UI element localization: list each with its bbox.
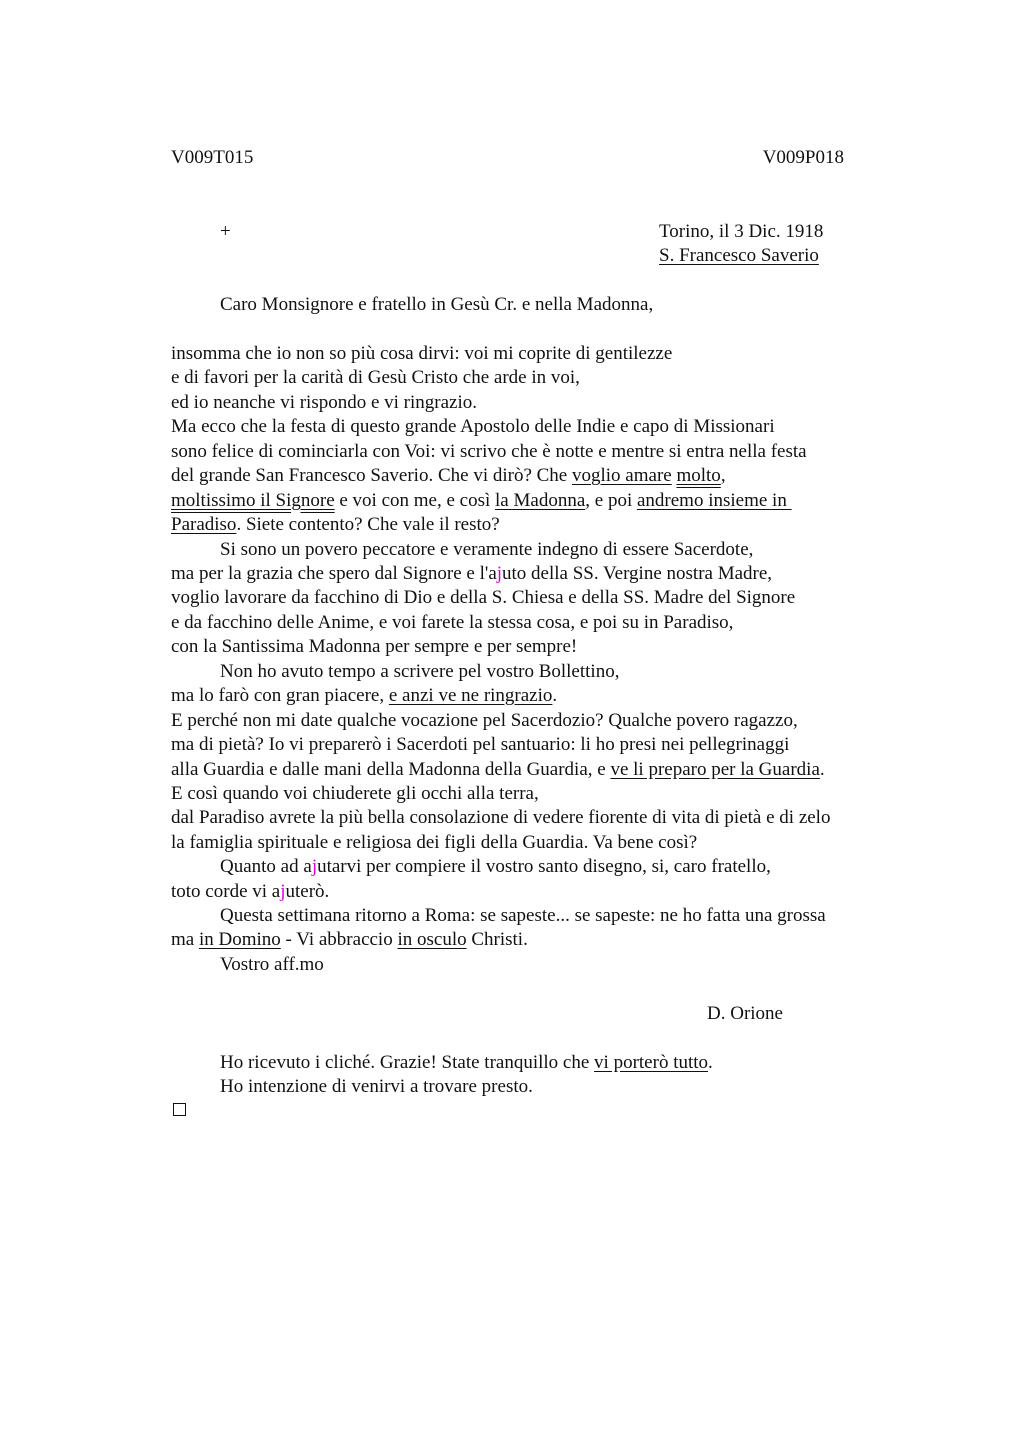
feast-day-text: S. Francesco Saverio — [659, 245, 819, 266]
double-underlined-text: moltissimo il Signore — [171, 490, 335, 511]
signature: D. Orione — [707, 1003, 783, 1024]
body-line-1: insomma che io non so più cosa dirvi: voi mi coprite di gentilezze — [171, 343, 673, 364]
body-line-3: ed io neanche vi rispondo e vi ringrazio. — [171, 392, 478, 413]
body-line-13: con la Santissima Madonna per sempre e per sempre! — [171, 636, 578, 657]
underlined-text: Paradiso — [171, 514, 237, 535]
body-line-15 — [171, 684, 557, 708]
body-line-23 — [171, 880, 329, 904]
underlined-text: e anzi ve ne ringrazio — [388, 685, 553, 706]
highlighted-letter: j — [311, 856, 318, 877]
text-run: Christi. — [466, 929, 528, 950]
text-run: alla Guardia e dalle mani della Madonna della Guardia, e — [171, 759, 611, 780]
text-run: ma lo farò con gran piacere, — [171, 685, 389, 706]
text-run: . — [819, 759, 825, 780]
text-run: , — [720, 465, 726, 486]
body-line-19: E così quando voi chiuderete gli occhi alla terra, — [171, 783, 539, 804]
body-line-21: la famiglia spirituale e religiosa dei figli della Guardia. Va bene così? — [171, 832, 698, 853]
text-run: e voi con me, e così — [334, 490, 496, 511]
body-line-16: E perché non mi date qualche vocazione pel Sacerdozio? Qualche povero ragazzo, — [171, 710, 798, 731]
cross-symbol: + — [220, 221, 231, 242]
place-date: Torino, il 3 Dic. 1918 — [659, 221, 824, 242]
code-left: V009T015 — [171, 147, 254, 168]
postscript-line-1 — [220, 1051, 713, 1075]
end-box-icon — [173, 1103, 186, 1116]
body-line-25 — [171, 928, 528, 952]
code-right: V009P018 — [762, 147, 844, 168]
closing: Vostro aff.mo — [220, 954, 324, 975]
text-run: - Vi abbraccio — [280, 929, 398, 950]
text-run: . Siete contento? Che vale il resto? — [236, 514, 500, 535]
body-line-18 — [171, 758, 825, 782]
body-line-20: dal Paradiso avrete la più bella consolazione di vedere fiorente di vita di pietà e di zelo — [171, 807, 831, 828]
body-line-2: e di favori per la carità di Gesù Cristo che arde in voi, — [171, 367, 580, 388]
text-run: Ho ricevuto i cliché. Grazie! State tranquillo che — [220, 1052, 595, 1073]
text-run: . — [708, 1052, 713, 1073]
underlined-text: in Domino — [198, 929, 281, 950]
body-line-5: sono felice di cominciarla con Voi: vi scrivo che è notte e mentre si entra nella festa — [171, 441, 807, 462]
text-run: ma per la grazia che spero dal Signore e l'a — [171, 563, 497, 584]
text-run: . — [552, 685, 558, 706]
body-line-24: Questa settimana ritorno a Roma: se sapeste... se sapeste: ne ho fatta una grossa — [220, 905, 826, 926]
underlined-text: la Madonna — [495, 490, 586, 511]
body-line-9: Si sono un povero peccatore e veramente indegno di essere Sacerdote, — [220, 539, 754, 560]
body-line-17: ma di pietà? Io vi preparerò i Sacerdoti pel santuario: li ho presi nei pellegrinaggi — [171, 734, 790, 755]
body-line-6 — [171, 464, 726, 488]
text-run: del grande San Francesco Saverio. Che vi dirò? Che — [171, 465, 572, 486]
text-run: uterò. — [285, 881, 330, 902]
postscript-line-2: Ho intenzione di venirvi a trovare presto. — [220, 1076, 533, 1097]
body-line-12: e da facchino delle Anime, e voi farete la stessa cosa, e poi su in Paradiso, — [171, 612, 734, 633]
text-run: ma — [171, 929, 199, 950]
highlighted-letter: j — [280, 881, 286, 902]
body-line-14: Non ho avuto tempo a scrivere pel vostro Bollettino, — [220, 661, 620, 682]
text-run: utarvi per compiere il vostro santo disegno, si, caro fratello, — [317, 856, 771, 877]
double-underlined-text: molto — [676, 465, 721, 486]
underlined-text: ve li preparo per la Guardia — [610, 759, 820, 780]
underlined-text: andremo insieme in — [636, 490, 792, 511]
text-run: Quanto ad a — [220, 856, 312, 877]
body-line-10 — [171, 562, 772, 586]
body-line-11: voglio lavorare da facchino di Dio e della S. Chiesa e della SS. Madre del Signore — [171, 587, 796, 608]
text-run: toto corde vi a — [171, 881, 281, 902]
body-line-22 — [220, 855, 771, 879]
feast-day — [659, 244, 819, 268]
body-line-4: Ma ecco che la festa di questo grande Apostolo delle Indie e capo di Missionari — [171, 416, 775, 437]
text-run: , e poi — [585, 490, 637, 511]
text-run: uto della SS. Vergine nostra Madre, — [502, 563, 773, 584]
salutation: Caro Monsignore e fratello in Gesù Cr. e nella Madonna, — [220, 294, 654, 315]
body-line-8 — [171, 513, 500, 537]
underlined-text: vi porterò tutto — [594, 1052, 709, 1073]
highlighted-letter: j — [496, 563, 503, 584]
underlined-text: voglio amare — [572, 465, 672, 486]
body-line-7 — [171, 489, 792, 513]
underlined-text: in osculo — [397, 929, 467, 950]
